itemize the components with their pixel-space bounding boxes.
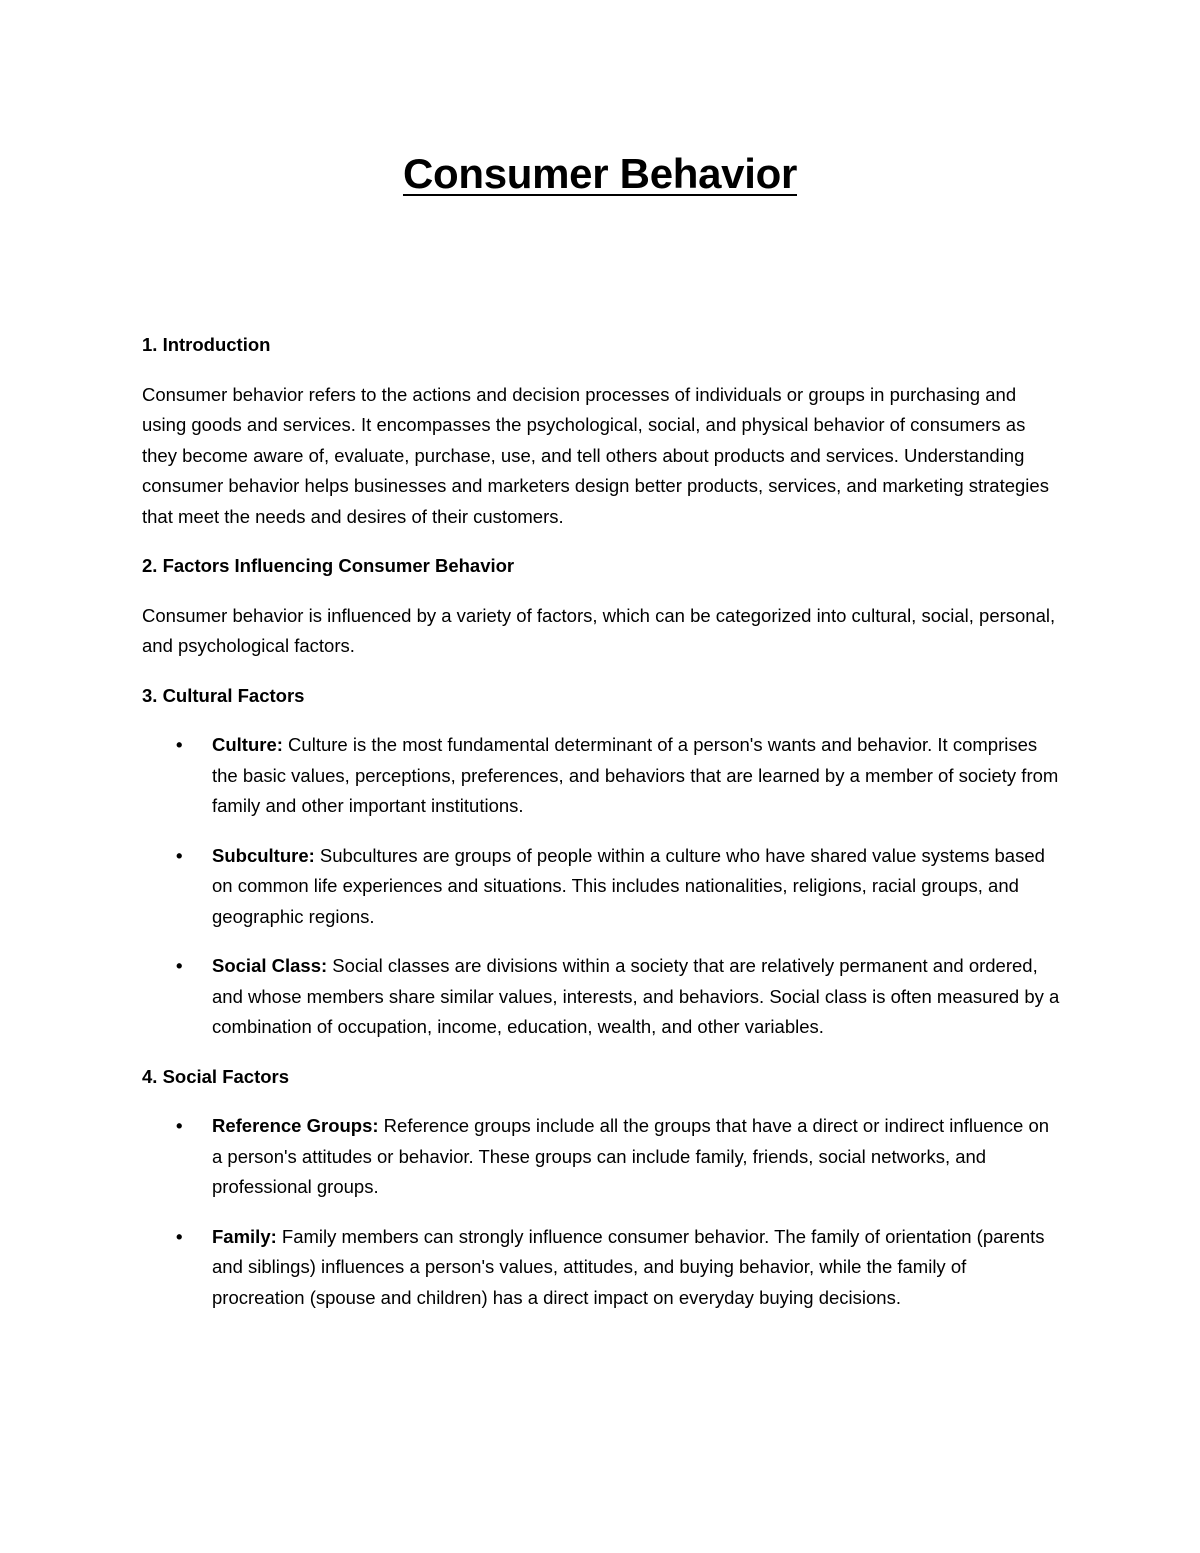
bullet-icon: • <box>176 1225 183 1247</box>
social-factors-list <box>142 1111 1062 1313</box>
introduction-paragraph: Consumer behavior refers to the actions and decision processes of individuals or groups in purchasing and using goods and services. It encompasses the psychological, social, and physical behavior of consumers as they become aware of, evaluate, purchase, use, and tell others about products and services. Understanding consumer behavior helps businesses and marketers design better products, services, and marketing strategies that meet the needs and desires of their customers. <box>142 383 1049 527</box>
bullet-term: Social Class: <box>212 955 328 976</box>
bullet-term: Culture: <box>212 734 283 755</box>
section-heading-introduction: 1. Introduction <box>142 334 271 355</box>
document-title: Consumer Behavior <box>402 150 797 197</box>
bullet-term: Family: <box>212 1225 277 1247</box>
bullet-icon: • <box>176 844 183 866</box>
bullet-icon: • <box>176 734 183 755</box>
list-item <box>142 951 1062 1043</box>
bullet-text: Culture is the most fundamental determinant of a person's wants and behavior. It comprises the basic values, perceptions, preferences, and behaviors that are learned by a member of society from family and other important institutions. <box>212 734 1059 816</box>
list-item <box>142 1111 1062 1203</box>
document-body <box>142 330 1062 1332</box>
section-heading-cultural-factors: 3. Cultural Factors <box>142 684 305 706</box>
bullet-text: Subcultures are groups of people within a culture who have shared value systems based on common life experiences and situations. This includes nationalities, religions, racial groups, and geographic regions. <box>212 844 1045 927</box>
list-item <box>142 730 1062 822</box>
bullet-text: Reference groups include all the groups that have a direct or indirect influence on a person's attitudes or behavior. These groups can include family, friends, social networks, and professional groups. <box>212 1115 1050 1197</box>
section-heading-factors: 2. Factors Influencing Consumer Behavior <box>142 555 515 576</box>
bullet-text: Social classes are divisions within a society that are relatively permanent and ordered, and whose members share similar values, interests, and behaviors. Social class is often measured by a combination of occupation, income, education, wealth, and other variables. <box>212 955 1060 1037</box>
bullet-term: Reference Groups: <box>212 1115 379 1136</box>
cultural-factors-list <box>142 730 1062 1043</box>
bullet-icon: • <box>176 1115 183 1136</box>
bullet-term: Subculture: <box>212 844 315 866</box>
bullet-icon: • <box>176 955 183 976</box>
list-item <box>142 841 1062 933</box>
factors-paragraph: Consumer behavior is influenced by a variety of factors, which can be categorized into cultural, social, personal, and psychological factors. <box>142 604 1056 656</box>
section-heading-social-factors: 4. Social Factors <box>142 1065 290 1087</box>
bullet-text: Family members can strongly influence consumer behavior. The family of orientation (parents and siblings) influences a person's values, attitudes, and buying behavior, while the family of procreation (spouse and children) has a direct impact on everyday buying decisions. <box>212 1225 1045 1308</box>
list-item <box>142 1222 1062 1314</box>
